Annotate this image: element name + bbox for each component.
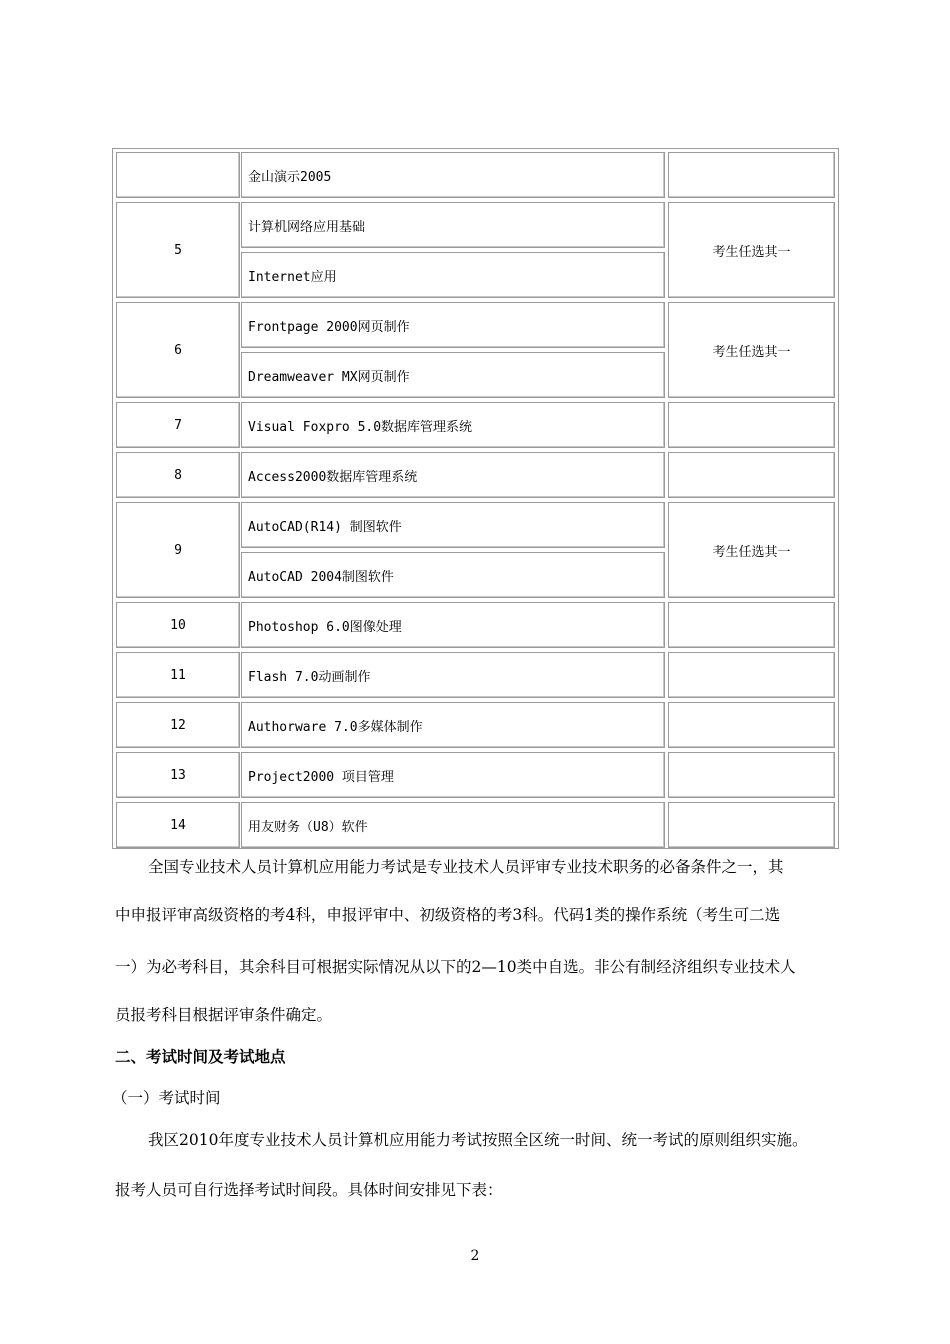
paragraph-line: 员报考科目根据评审条件确定。 (115, 1006, 333, 1024)
subject-name-cell: Project2000 项目管理 (241, 752, 665, 798)
row-number-cell: 12 (116, 702, 240, 748)
row-number-cell: 7 (116, 402, 240, 448)
subject-name-cell: AutoCAD(R14) 制图软件 (241, 502, 665, 548)
subject-name-cell: Flash 7.0动画制作 (241, 652, 665, 698)
note-cell (668, 152, 835, 198)
subject-name-cell: Photoshop 6.0图像处理 (241, 602, 665, 648)
row-number-cell: 11 (116, 652, 240, 698)
page-number: 2 (470, 1248, 480, 1264)
note-cell (668, 602, 835, 648)
row-number-cell: 5 (116, 202, 240, 298)
subsection-heading: （一）考试时间 (112, 1089, 221, 1107)
note-cell (668, 752, 835, 798)
subject-name-cell: Dreamweaver MX网页制作 (241, 352, 665, 398)
note-cell (668, 702, 835, 748)
row-number-cell: 10 (116, 602, 240, 648)
paragraph-line: 中申报评审高级资格的考4科，申报评审中、初级资格的考3科。代码1类的操作系统（考生可二选 (115, 906, 781, 924)
paragraph-line: 全国专业技术人员计算机应用能力考试是专业技术人员评审专业技术职务的必备条件之一，其 (148, 858, 784, 876)
subject-table (112, 148, 839, 849)
row-number-cell: 9 (116, 502, 240, 598)
note-cell: 考生任选其一 (668, 202, 835, 298)
row-number-cell: 14 (116, 802, 240, 848)
subject-name-cell: Access2000数据库管理系统 (241, 452, 665, 498)
paragraph-line: 一）为必考科目，其余科目可根据实际情况从以下的2—10类中自选。非公有制经济组织专业技术人 (115, 958, 796, 976)
note-cell (668, 452, 835, 498)
note-cell (668, 652, 835, 698)
subject-name-cell: AutoCAD 2004制图软件 (241, 552, 665, 598)
subject-name-cell: 金山演示2005 (241, 152, 665, 198)
paragraph-line: 我区2010年度专业技术人员计算机应用能力考试按照全区统一时间、统一考试的原则组织实施。 (148, 1131, 808, 1149)
subject-name-cell: 计算机网络应用基础 (241, 202, 665, 248)
row-number-cell: 13 (116, 752, 240, 798)
subject-name-cell: Internet应用 (241, 252, 665, 298)
subject-name-cell: Frontpage 2000网页制作 (241, 302, 665, 348)
section-heading: 二、考试时间及考试地点 (115, 1047, 286, 1066)
note-cell (668, 402, 835, 448)
note-cell (668, 802, 835, 848)
note-cell: 考生任选其一 (668, 502, 835, 598)
paragraph-line: 报考人员可自行选择考试时间段。具体时间安排见下表： (115, 1181, 503, 1199)
subject-name-cell: Authorware 7.0多媒体制作 (241, 702, 665, 748)
row-number-cell: 6 (116, 302, 240, 398)
row-number-cell: 8 (116, 452, 240, 498)
subject-name-cell: 用友财务（U8）软件 (241, 802, 665, 848)
row-number-cell (116, 152, 240, 198)
subject-name-cell: Visual Foxpro 5.0数据库管理系统 (241, 402, 665, 448)
note-cell: 考生任选其一 (668, 302, 835, 398)
